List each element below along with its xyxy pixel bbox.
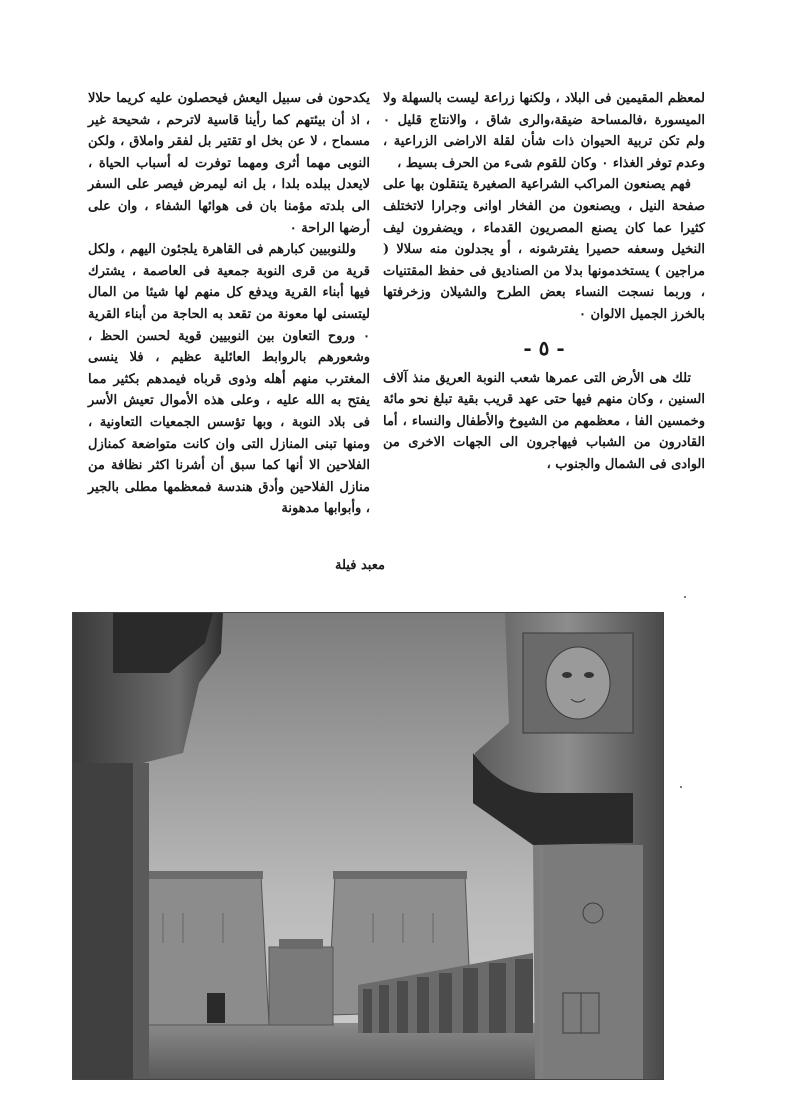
stray-mark — [684, 596, 686, 598]
photo-caption: معبد فيلة — [335, 558, 385, 573]
stray-mark — [680, 786, 682, 788]
left-text-column — [88, 88, 370, 520]
section-number: - ٥ - — [523, 335, 565, 360]
right-paragraph-3: تلك هى الأرض التى عمرها شعب النوبة العريق منذ آلاف السنين ، وكان منهم فيها حتى عهد قريب بقية تبلغ نحو مائة وخمسين الفا ، معظمهم من الشيوخ والأطفال والنساء ، أما القادرون من الشباب فيهاجرون الى الجهات الاخرى من الوادى فى الشمال والجنوب ، — [383, 370, 705, 472]
temple-photo-illustration — [73, 613, 663, 1079]
right-paragraph-1: لمعظم المقيمين فى البلاد ، ولكنها زراعة ليست بالسهلة ولا الميسورة ،فالمساحة ضيقة،والرى شاق ، والانتاج قليل ٠ ولم تكن تربية الحيوان ذات شأن لقلة الاراضى الزراعية ، وعدم توفر الغذاء ٠ وكان للقوم شىء من الحرف بسيط ، — [383, 91, 705, 171]
temple-photograph — [72, 612, 664, 1080]
right-paragraph-2: فهم يصنعون المراكب الشراعية الصغيرة يتنقلون بها على صفحة النيل ، ويصنعون من الفخار اوانى وجرارا لاتختلف كثيرا عما كان يصنع المصريون القدماء ، ويضفرون ليف النخيل وسعفه حصيرا يفترشونه ، أو يجدلون منه سلالا ( مراجين ) يستخدمونها بدلا من الصناديق فى حفظ المقتنيات ، وربما نسجت النساء بعض الطرح والشيلان وزخرفتها بالخرز الجميل الالوان ٠ — [383, 177, 705, 322]
right-text-column — [383, 88, 705, 476]
left-paragraph-1: يكدحون فى سبيل اليعش فيحصلون عليه كريما حلالا ، اذ أن بيئتهم كما رأينا قاسية لاترحم ، شحيحة غير مسماح ، لا عن بخل او تقتير بل لفقر واملاق ، ولكن النوبى مهما أثرى ومهما توفرت له أسباب الحياة ، لايعدل ببلده بلدا ، بل انه ليمرض فيصر على السفر الى بلدته مؤمنا بان فى هوائها الشفاء ، وان على أرضها الراحة ٠ — [88, 91, 370, 236]
left-paragraph-2: وللنوبيين كبارهم فى القاهرة يلجئون اليهم ، ولكل قرية من قرى النوبة جمعية فى العاصمة ، يشترك فيها أبناء القرية ويدفع كل منهم لها شيئا من المال ليتسنى لها معونة من تقعد به الحاجة من أبناء القرية ٠ وروح التعاون بين النوبيين قوية لحسن الحظ ، وشعورهم بالروابط العائلية عظيم ، فلا ينسى المغترب منهم أهله وذوى قرباه فيمدهم بكثير مما يفتح به الله عليه ، وعلى هذه الأموال تعيش الأسر فى بلاد النوبة ، وبها تؤسس الجمعيات التعاونية ، ومنها تبنى المنازل التى وان كانت متواضعة كمنازل الفلاحين الا أنها كما سبق أن أشرنا اكثر نظافة من منازل الفلاحين وأدق هندسة فمعظمها مطلى بالجير ، وأبوابها مدهونة — [88, 242, 370, 517]
